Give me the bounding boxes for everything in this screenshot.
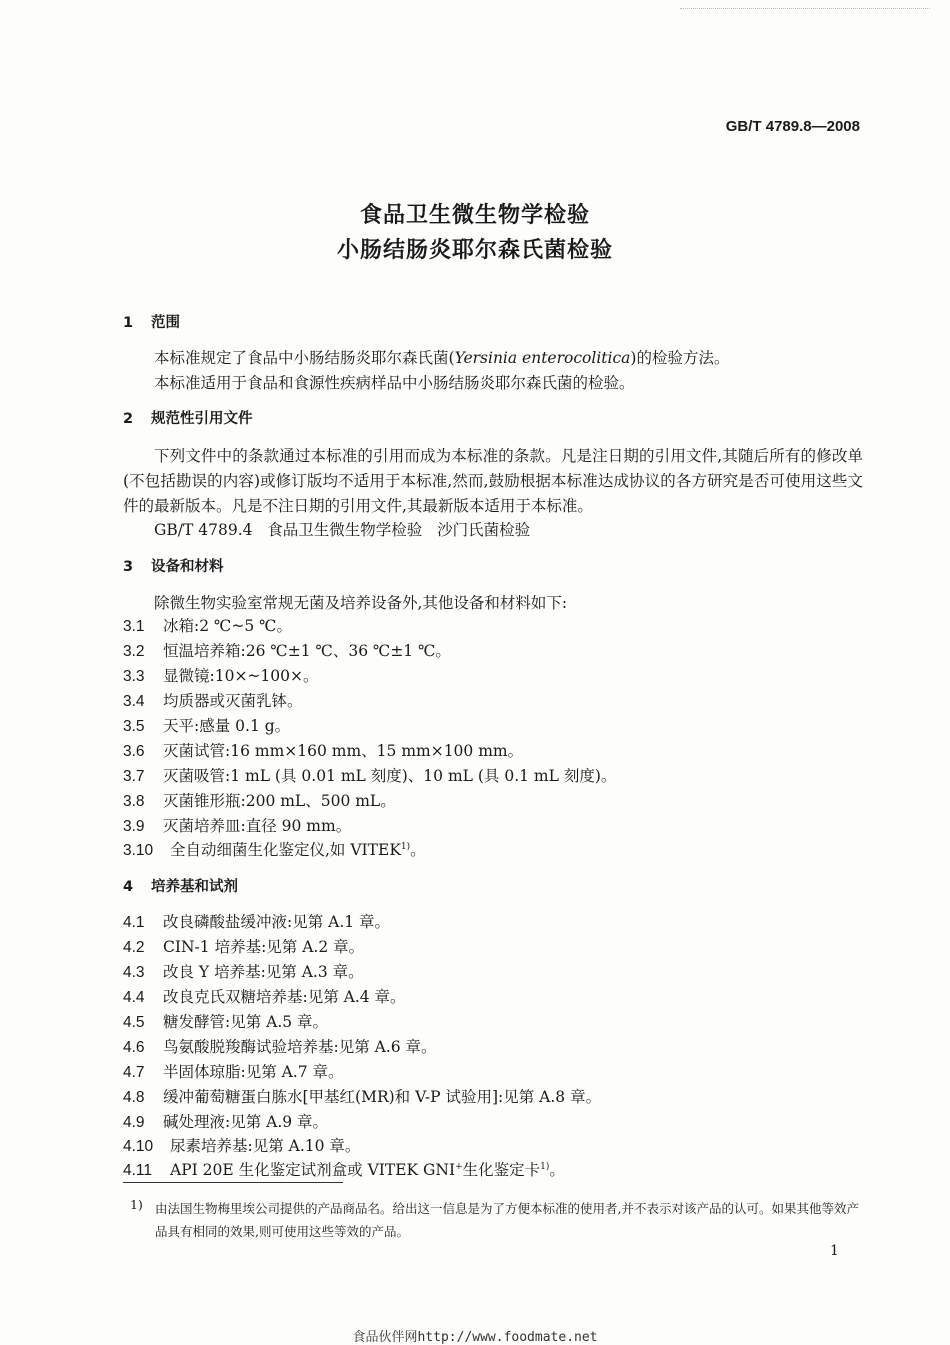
list-item: 4.1 改良磷酸盐缓冲液:见第 A.1 章。 <box>123 913 391 931</box>
list-item: 4.6 鸟氨酸脱羧酶试验培养基:见第 A.6 章。 <box>123 1038 437 1056</box>
footnote-separator <box>123 1182 343 1183</box>
list-item: 3.4 均质器或灭菌乳钵。 <box>123 692 303 710</box>
list-item: 4.3 改良 Y 培养基:见第 A.3 章。 <box>123 963 364 981</box>
standard-number: GB/T 4789.8—2008 <box>725 118 860 135</box>
list-item: 3.10 全自动细菌生化鉴定仪,如 VITEK$^{1)}$。 <box>123 841 426 859</box>
list-item: 4.10 尿素培养基:见第 A.10 章。 <box>123 1137 361 1155</box>
section-2-heading: 2 规范性引用文件 <box>123 411 253 427</box>
footnote-mark: 1) <box>130 1197 143 1212</box>
watermark: 食品伙伴网http://www.foodmate.net <box>352 1330 598 1345</box>
section-3-heading: 3 设备和材料 <box>123 559 224 575</box>
list-item: 3.3 显微镜:10×~100×。 <box>123 667 319 685</box>
list-item: 4.7 半固体琼脂:见第 A.7 章。 <box>123 1063 344 1081</box>
section-3-intro: 除微生物实验室常规无菌及培养设备外,其他设备和材料如下: <box>154 594 568 612</box>
scan-artifact <box>680 8 930 15</box>
list-item: 4.9 碱处理液:见第 A.9 章。 <box>123 1113 329 1131</box>
list-item: 3.5 天平:感量 0.1 g。 <box>123 717 291 735</box>
list-item: 4.11 API 20E 生化鉴定试剂盒或 VITEK GNI+生化鉴定卡$^{1)}$。 <box>123 1161 565 1179</box>
list-item: 3.1 冰箱:2 ℃~5 ℃。 <box>123 617 292 635</box>
list-item: 4.4 改良克氏双糖培养基:见第 A.4 章。 <box>123 988 406 1006</box>
section-2-paragraph: 下列文件中的条款通过本标准的引用而成为本标准的条款。凡是注日期的引用文件,其随后所有的修改单(不包括勘误的内容)或修订版均不适用于本标准,然而,鼓励根据本标准达成协议的各方研究是否可使用这些文件的最新版本。凡是不注日期的引用文件,其最新版本适用于本标准。 <box>123 447 863 515</box>
footnote-text: 由法国生物梅里埃公司提供的产品商品名。给出这一信息是为了方便本标准的使用者,并不表示对该产品的认可。如果其他等效产品具有相同的效果,则可使用这些等效的产品。 <box>155 1201 859 1239</box>
list-item: 4.8 缓冲葡萄糖蛋白胨水[甲基红(MR)和 V-P 试验用]:见第 A.8 章。 <box>123 1088 602 1106</box>
page-number: 1 <box>830 1243 839 1259</box>
section-1-heading: 1 范围 <box>123 315 180 331</box>
list-item: 3.2 恒温培养箱:26 ℃±1 ℃、36 ℃±1 ℃。 <box>123 642 451 660</box>
list-item: 3.8 灭菌锥形瓶:200 mL、500 mL。 <box>123 792 396 810</box>
list-item: 4.2 CIN-1 培养基:见第 A.2 章。 <box>123 938 365 956</box>
document-title-line2: 小肠结肠炎耶尔森氏菌检验 <box>336 238 613 263</box>
section-1-paragraph-1: 本标准规定了食品中小肠结肠炎耶尔森氏菌(Yersinia enterocolitica)的检验方法。 <box>154 349 730 367</box>
section-1-paragraph-2: 本标准适用于食品和食源性疾病样品中小肠结肠炎耶尔森氏菌的检验。 <box>154 374 635 392</box>
list-item: 3.7 灭菌吸管:1 mL (具 0.01 mL 刻度)、10 mL (具 0.1 mL 刻度)。 <box>123 767 617 785</box>
list-item: 3.9 灭菌培养皿:直径 90 mm。 <box>123 817 352 835</box>
normative-reference: GB/T 4789.4 食品卫生微生物学检验 沙门氏菌检验 <box>154 521 531 539</box>
list-item: 4.5 糖发酵管:见第 A.5 章。 <box>123 1013 329 1031</box>
section-4-heading: 4 培养基和试剂 <box>123 879 238 895</box>
document-title-line1: 食品卫生微生物学检验 <box>359 203 590 228</box>
list-item: 3.6 灭菌试管:16 mm×160 mm、15 mm×100 mm。 <box>123 742 524 760</box>
